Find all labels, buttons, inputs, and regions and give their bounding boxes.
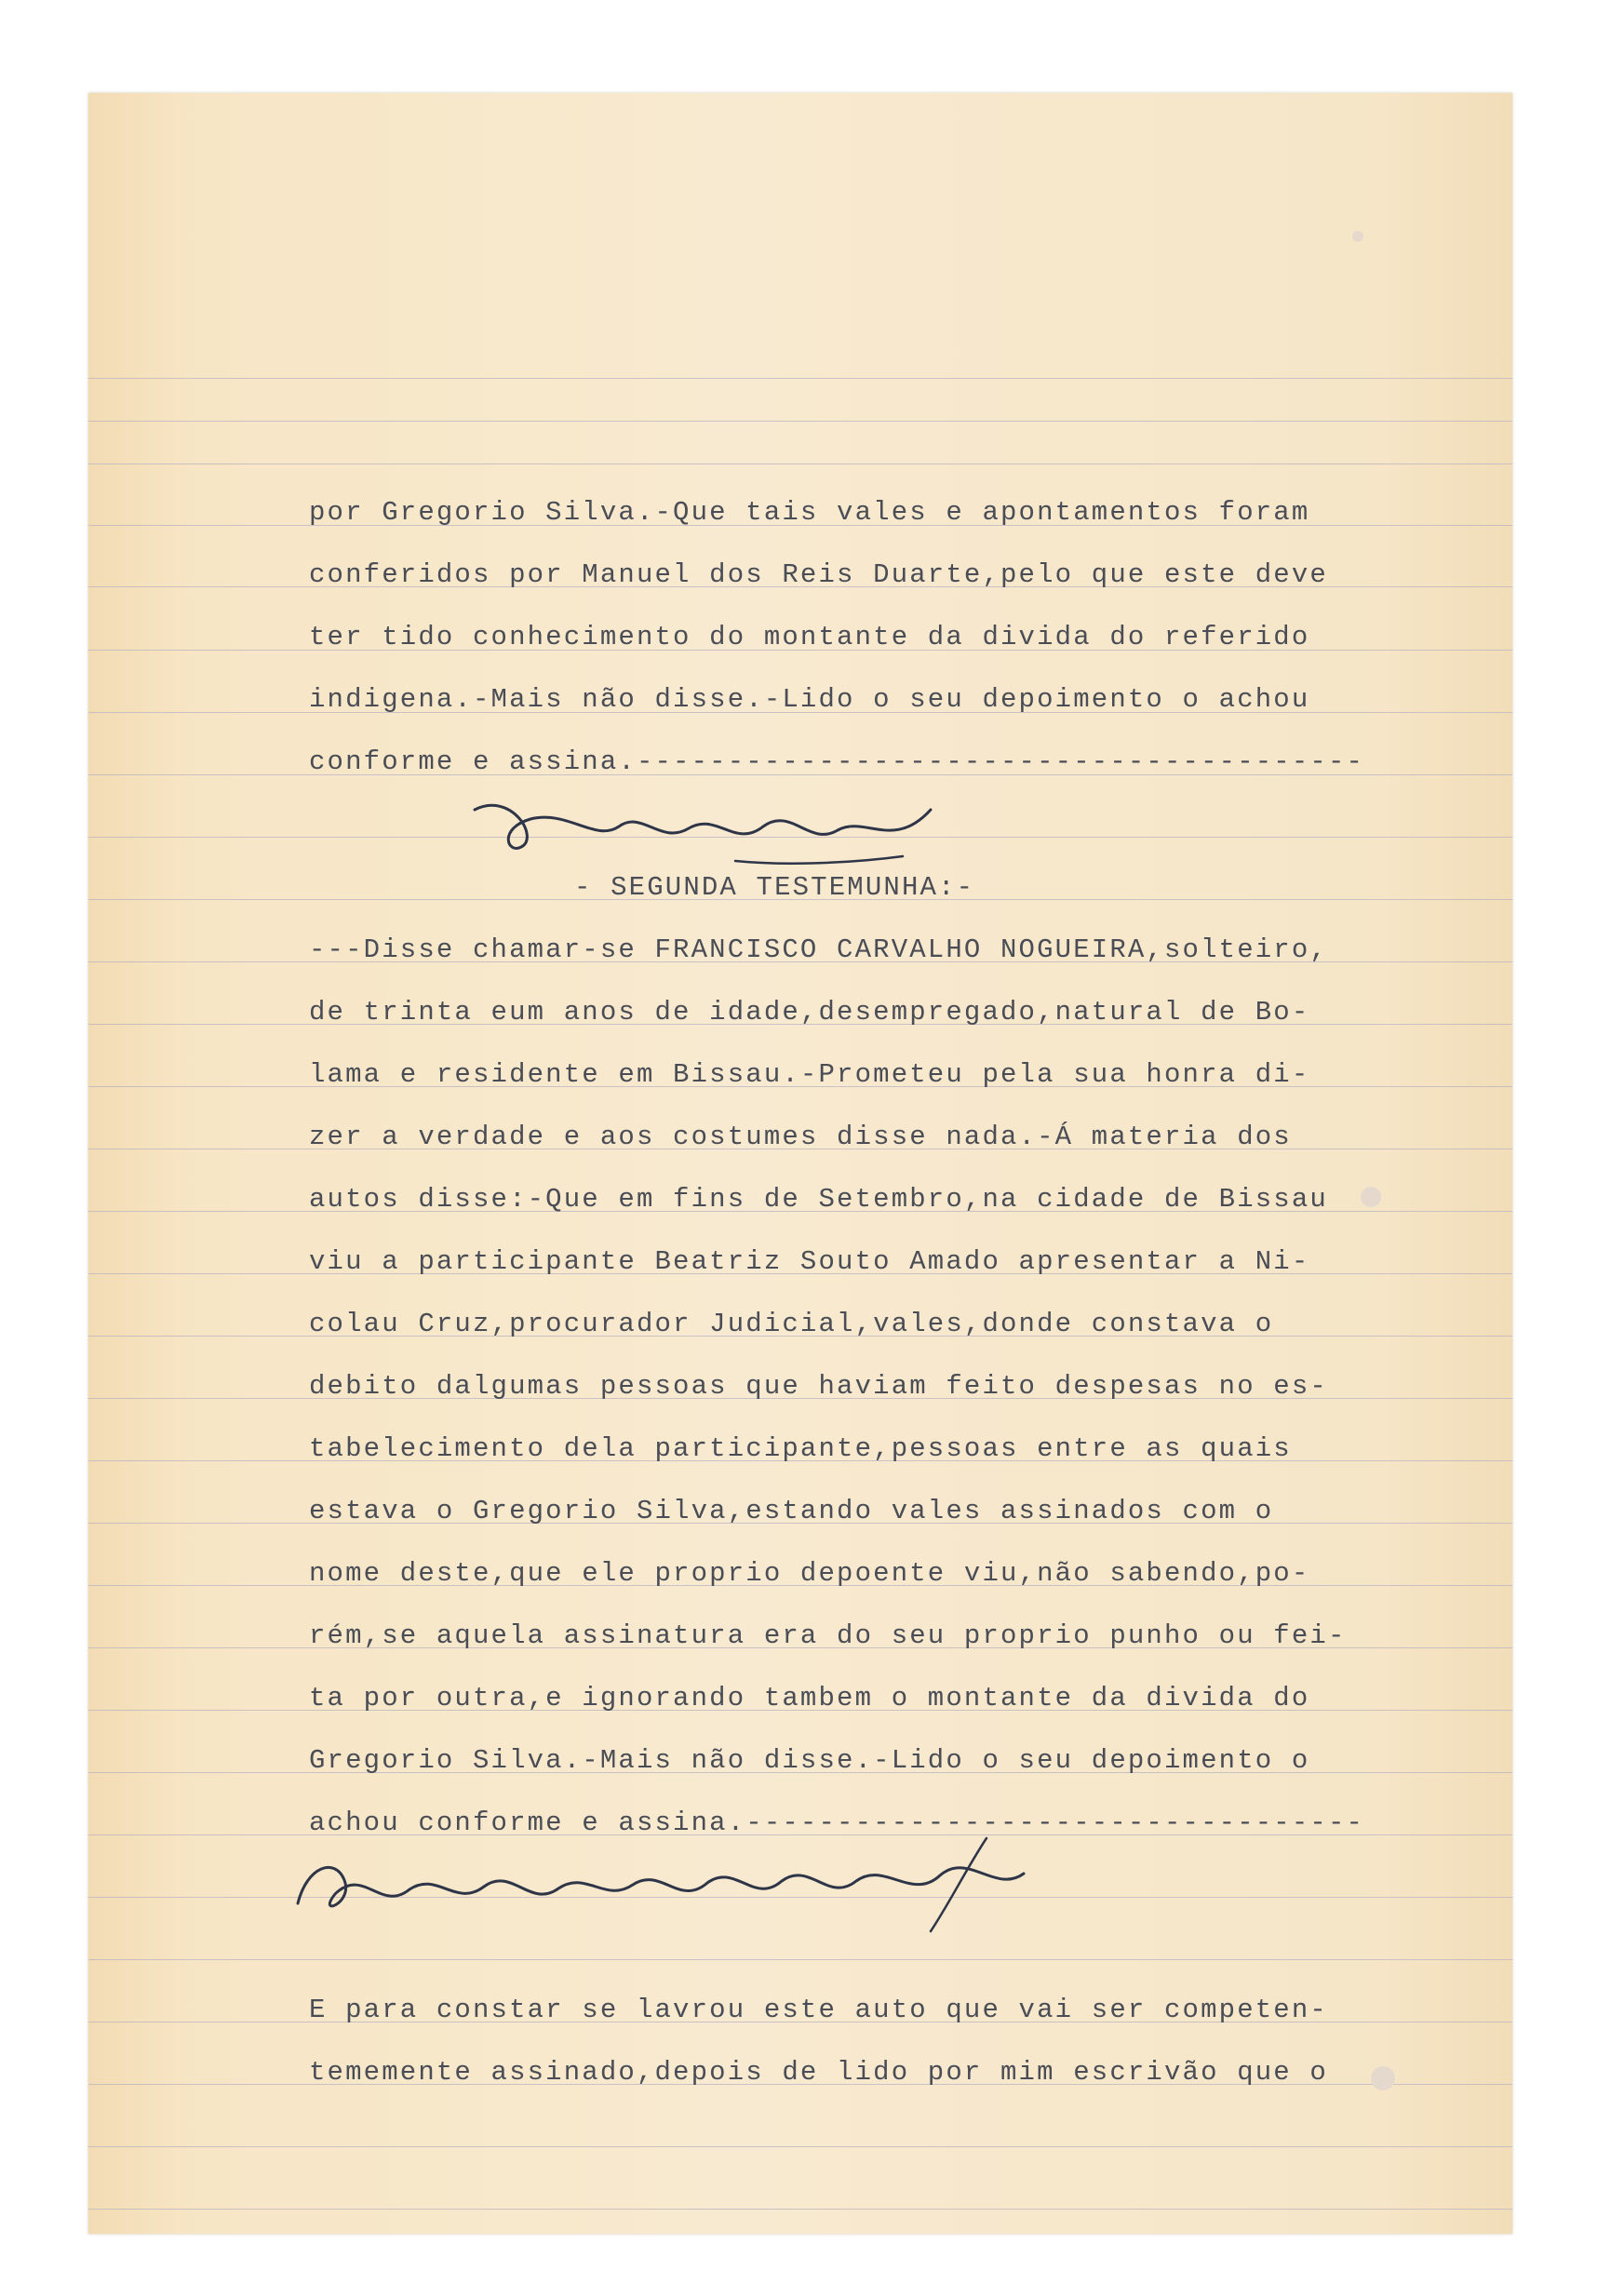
document-line: conferidos por Manuel dos Reis Duarte,pelo que este deve: [309, 559, 1328, 590]
document-line: lama e residente em Bissau.-Prometeu pela sua honra di-: [309, 1059, 1310, 1090]
ruled-line: [88, 421, 1512, 422]
ruled-line: [88, 2209, 1512, 2210]
document-line: por Gregorio Silva.-Que tais vales e apontamentos foram: [309, 497, 1310, 528]
document-line: estava o Gregorio Silva,estando vales assinados com o: [309, 1496, 1274, 1526]
document-line: E para constar se lavrou este auto que vai ser competen-: [309, 1995, 1328, 2025]
document-line: achou conforme e assina.----------------------------------: [309, 1807, 1365, 1838]
ruled-line: [88, 378, 1512, 379]
document-line: conforme e assina.----------------------------------------: [309, 746, 1365, 777]
paper-sheet: [88, 93, 1512, 2234]
paper-mark: [1371, 2066, 1395, 2090]
ruled-line: [88, 1959, 1512, 1960]
paper-mark: [1352, 231, 1363, 242]
document-line: zer a verdade e aos costumes disse nada.-Á materia dos: [309, 1122, 1292, 1152]
document-line: de trinta eum anos de idade,desempregado,natural de Bo-: [309, 997, 1310, 1028]
document-line: indigena.-Mais não disse.-Lido o seu depoimento o achou: [309, 684, 1310, 715]
document-line: Gregorio Silva.-Mais não disse.-Lido o seu depoimento o: [309, 1745, 1310, 1776]
document-line: autos disse:-Que em fins de Setembro,na cidade de Bissau: [309, 1184, 1328, 1215]
section-heading: - SEGUNDA TESTEMUNHA:-: [574, 872, 975, 903]
document-line: ---Disse chamar-se FRANCISCO CARVALHO NOGUEIRA,solteiro,: [309, 934, 1328, 965]
document-line: viu a participante Beatriz Souto Amado apresentar a Ni-: [309, 1246, 1310, 1277]
document-line: ta por outra,e ignorando tambem o montante da divida do: [309, 1683, 1310, 1713]
document-line: rém,se aquela assinatura era do seu proprio punho ou fei-: [309, 1620, 1347, 1651]
document-line: nome deste,que ele proprio depoente viu,não sabendo,po-: [309, 1558, 1310, 1589]
document-line: colau Cruz,procurador Judicial,vales,donde constava o: [309, 1309, 1274, 1339]
paper-mark: [1361, 1187, 1381, 1207]
document-line: ter tido conhecimento do montante da divida do referido: [309, 622, 1310, 652]
ruled-line: [88, 2146, 1512, 2147]
document-line: tabelecimento dela participante,pessoas entre as quais: [309, 1433, 1292, 1464]
document-line: tememente assinado,depois de lido por mim escrivão que o: [309, 2057, 1328, 2088]
document-line: debito dalgumas pessoas que haviam feito despesas no es-: [309, 1371, 1328, 1402]
